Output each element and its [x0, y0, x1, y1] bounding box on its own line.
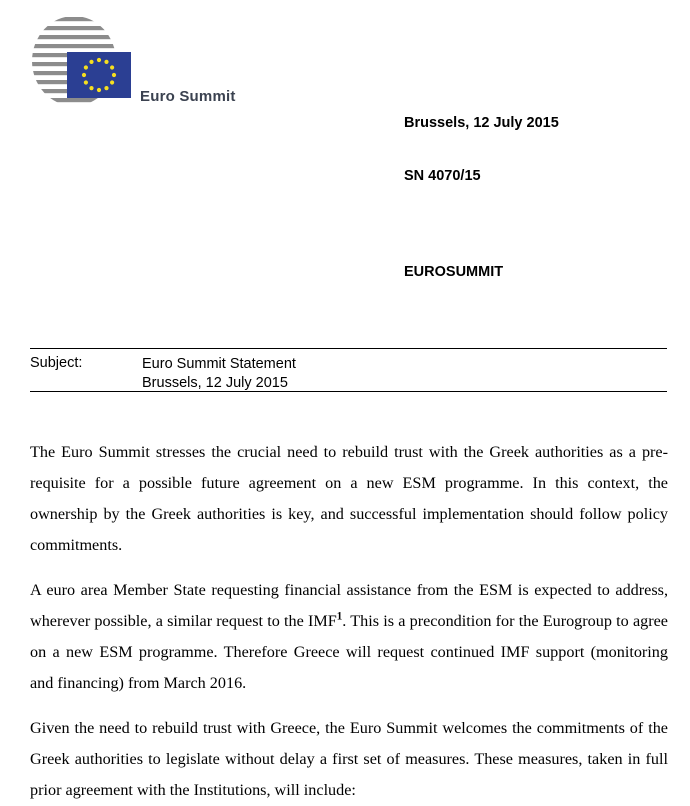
body-paragraph-2-part-2: . This is a precondition for the Eurogroup to agree on a new ESM programme. Therefore Greece will request continued IMF support (monitoring and financing) from March 2016.	[30, 612, 668, 692]
subject-block	[30, 348, 667, 392]
eu-flag-icon	[67, 52, 131, 98]
subject-value	[142, 355, 296, 393]
body-paragraph-2	[30, 575, 668, 699]
body-paragraph-3: Given the need to rebuild trust with Greece, the Euro Summit welcomes the commitments of the Greek authorities to legislate without delay a first set of measures. These measures, taken in full prior agreement with the Institutions, will include:	[30, 719, 668, 799]
logo-wordmark: Euro Summit	[140, 88, 236, 105]
document-body	[30, 437, 668, 806]
body-paragraph-2-part-1: A euro area Member State requesting financial assistance from the ESM is expected to address, wherever possible, a similar request to the IMF	[30, 581, 668, 630]
body-paragraph-1: The Euro Summit stresses the crucial need to rebuild trust with the Greek authorities as a pre-requisite for a possible future agreement on a new ESM programme. In this context, the ownership by the Greek authorities is key, and successful implementation should follow policy commitments.	[30, 443, 668, 554]
header-document-number: SN 4070/15	[404, 168, 481, 184]
footnote-reference-marker[interactable]: 1	[336, 610, 343, 623]
document-logo-header	[28, 12, 348, 112]
header-place-date: Brussels, 12 July 2015	[404, 115, 559, 131]
subject-value-line-1: Euro Summit Statement	[142, 356, 296, 372]
subject-value-line-2: Brussels, 12 July 2015	[142, 375, 288, 391]
header-body-name: EUROSUMMIT	[404, 264, 504, 280]
subject-label: Subject:	[30, 355, 83, 371]
